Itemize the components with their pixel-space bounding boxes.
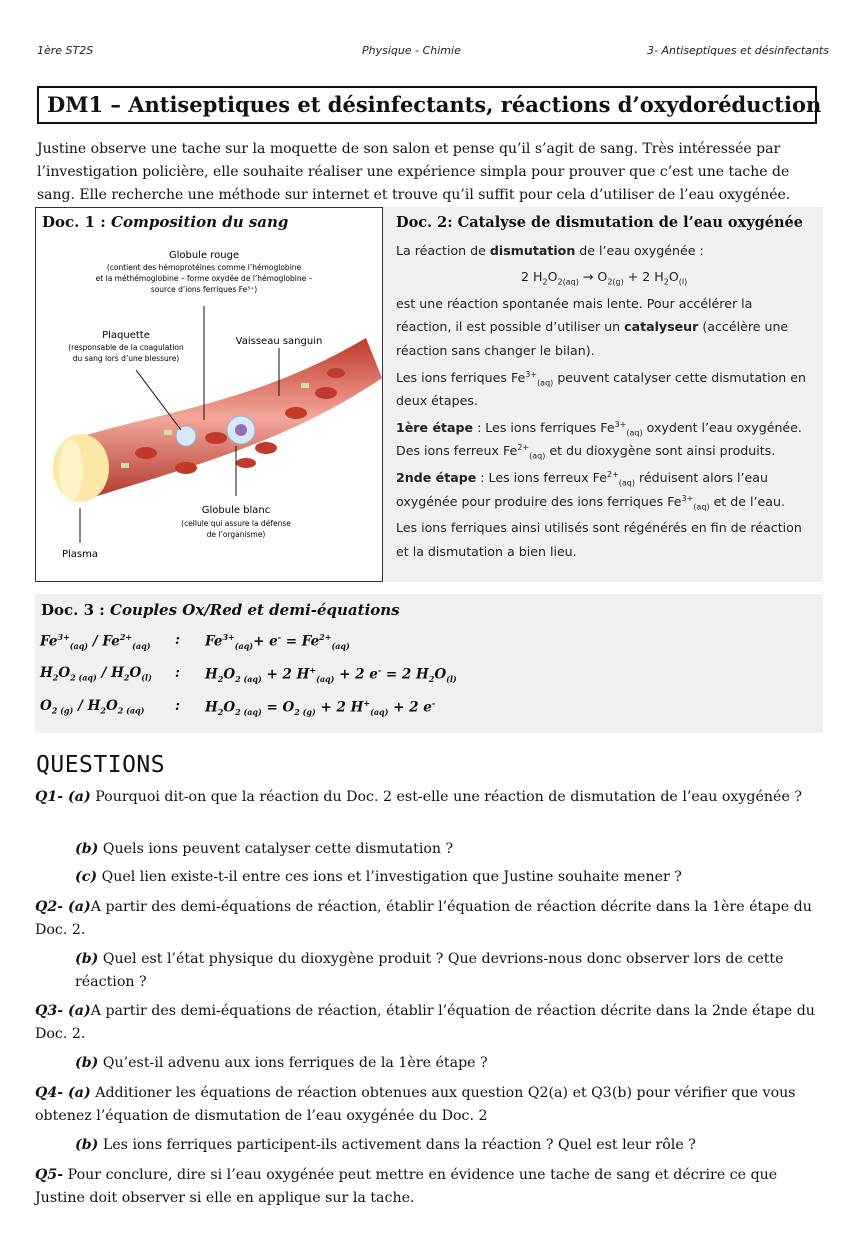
doc2-title: Doc. 2: Catalyse de dismutation de l’eau oxygénée [396, 214, 804, 231]
doc2-line: Les ions ferriques ainsi utilisés sont régénérés en fin de réaction [396, 520, 802, 535]
question-q2a: Q2- (a)A partir des demi-équations de réaction, établir l’équation de réaction décrite dans la 1ère étape du Doc. 2. [35, 899, 812, 938]
doc1-title: Doc. 1 : Composition du sang [42, 213, 289, 231]
question-q4a: Q4- (a) Additioner les équations de réaction obtenues aux question Q2(a) et Q3(b) pour vérifier que vous obtenez l’équation de dismutation de l’eau oxygénée du Doc. 2 [35, 1085, 796, 1124]
question-q1c: (c) Quel lien existe-t-il entre ces ions et l’investigation que Justine souhaite mener ? [75, 869, 682, 885]
questions-heading: QUESTIONS [36, 752, 166, 778]
svg-text:(responsable de la coagulation: (responsable de la coagulation [68, 343, 184, 352]
couple-fe: $Fe^{3+}_{(aq)} / Fe^{2+}_{(aq)}$ : $Fe^{3+}_{(aq)}+ e^- = Fe^{2+}_{(aq)}$ [40, 632, 350, 652]
doc3-box [35, 594, 823, 733]
couple-h2o2-h2o: $H_2O_{2 (aq)} / H_2O_{(l)}$ : $H_2O_{2 (aq)} + 2$ $H^+_{(aq)} + 2$ e- = 2 $H_2O_{(l)}$ [40, 665, 457, 685]
svg-text:(contient des hémoprotéines co: (contient des hémoprotéines comme l’hémoglobine [106, 263, 302, 272]
label-globule-blanc: Globule blanc [201, 505, 271, 516]
label-globule-rouge: Globule rouge [168, 250, 240, 261]
page-title: DM1 – Antiseptiques et désinfectants, réactions d’oxydoréduction [37, 86, 817, 124]
svg-text:et la méthémoglobine – forme o: et la méthémoglobine – forme oxydée de l’hémoglobine – [95, 274, 313, 283]
doc2-line: deux étapes. [396, 393, 478, 408]
header-center: Physique - Chimie [362, 44, 461, 57]
intro-paragraph: Justine observe une tache sur la moquette de son salon et pense qu’il s’agit de sang. Très intéressée par l’investigation policière, elle souhaite réaliser une expérience simpla pour prouver que c’est une tache de sang. Elle recherche une méthode sur internet et trouve qu’il suffit pour cela d’utiliser de l’eau oxygénée. [37, 141, 791, 203]
blood-vessel-illustration [36, 208, 382, 581]
doc2-line: oxygénée pour produire des ions ferriques $Fe^{3+}_{(aq)}$ et de l’eau. [396, 494, 785, 512]
dismutation-equation: 2 $H_2O_{2(aq)} \to O_{2(g)} + 2$ $H_2O_{(l)}$ [521, 269, 688, 287]
svg-text:de l’organisme): de l’organisme) [206, 530, 266, 539]
question-q3a: Q3- (a)A partir des demi-équations de réaction, établir l’équation de réaction décrite dans la 2nde étape du Doc. 2. [35, 1003, 815, 1042]
label-vaisseau: Vaisseau sanguin [235, 336, 323, 347]
header-left: 1ère ST2S [37, 44, 94, 57]
label-plaquette: Plaquette [102, 330, 150, 341]
question-q4b: (b) Les ions ferriques participent-ils activement dans la réaction ? Quel est leur rôle ? [75, 1137, 696, 1153]
doc2-line: réaction, il est possible d’utiliser un catalyseur (accélère une [396, 319, 789, 334]
doc2-line: réaction sans changer le bilan). [396, 343, 595, 358]
doc2-line: 2nde étape : Les ions ferreux $Fe^{2+}_{(aq)}$ réduisent alors l’eau [396, 470, 768, 488]
header-right: 3- Antiseptiques et désinfectants [647, 44, 829, 57]
doc2-line: est une réaction spontanée mais lente. Pour accélérer la [396, 296, 753, 311]
doc2-line: La réaction de dismutation de l’eau oxygénée : [396, 243, 704, 258]
question-q1a: Q1- (a) Pourquoi dit-on que la réaction du Doc. 2 est-elle une réaction de dismutation de l’eau oxygénée ? [35, 789, 802, 805]
doc2-line: Les ions ferriques $Fe^{3+}_{(aq)}$ peuvent catalyser cette dismutation en [396, 370, 807, 388]
question-q2b: (b) Quel est l’état physique du dioxygène produit ? Que devrions-nous donc observer lors de cette réaction ? [75, 951, 784, 990]
svg-text:(cellule qui assure la défense: (cellule qui assure la défense [181, 519, 291, 528]
doc2-line: 1ère étape : Les ions ferriques $Fe^{3+}_{(aq)}$ oxydent l’eau oxygénée. [396, 420, 802, 438]
svg-text:du sang lors d’une blessure): du sang lors d’une blessure) [72, 354, 180, 363]
couple-o2-h2o2: $O_{2 (g)} / H_2O_{2 (aq)}$ : $H_2O_{2 (aq)} = O_{2 (g)} + 2$ $H^+_{(aq)} + 2$ e- [40, 698, 436, 718]
question-q3b: (b) Qu’est-il advenu aux ions ferriques de la 1ère étape ? [75, 1055, 488, 1071]
doc2-line: et la dismutation a bien lieu. [396, 544, 577, 559]
doc3-title: Doc. 3 : Couples Ox/Red et demi-équations [41, 601, 400, 619]
question-q5: Q5- Pour conclure, dire si l’eau oxygénée peut mettre en évidence une tache de sang et décrire ce que Justine doit observer si elle en applique sur la tache. [35, 1167, 778, 1206]
doc2-line: Des ions ferreux $Fe^{2+}_{(aq)}$ et du dioxygène sont ainsi produits. [396, 443, 776, 461]
doc2-box [383, 207, 823, 582]
label-plasma: Plasma [61, 549, 99, 560]
doc1-box [35, 207, 383, 582]
question-q1b: (b) Quels ions peuvent catalyser cette dismutation ? [75, 841, 454, 857]
svg-text:source d’ions ferriques Fe³⁺): source d’ions ferriques Fe³⁺) [150, 285, 258, 294]
